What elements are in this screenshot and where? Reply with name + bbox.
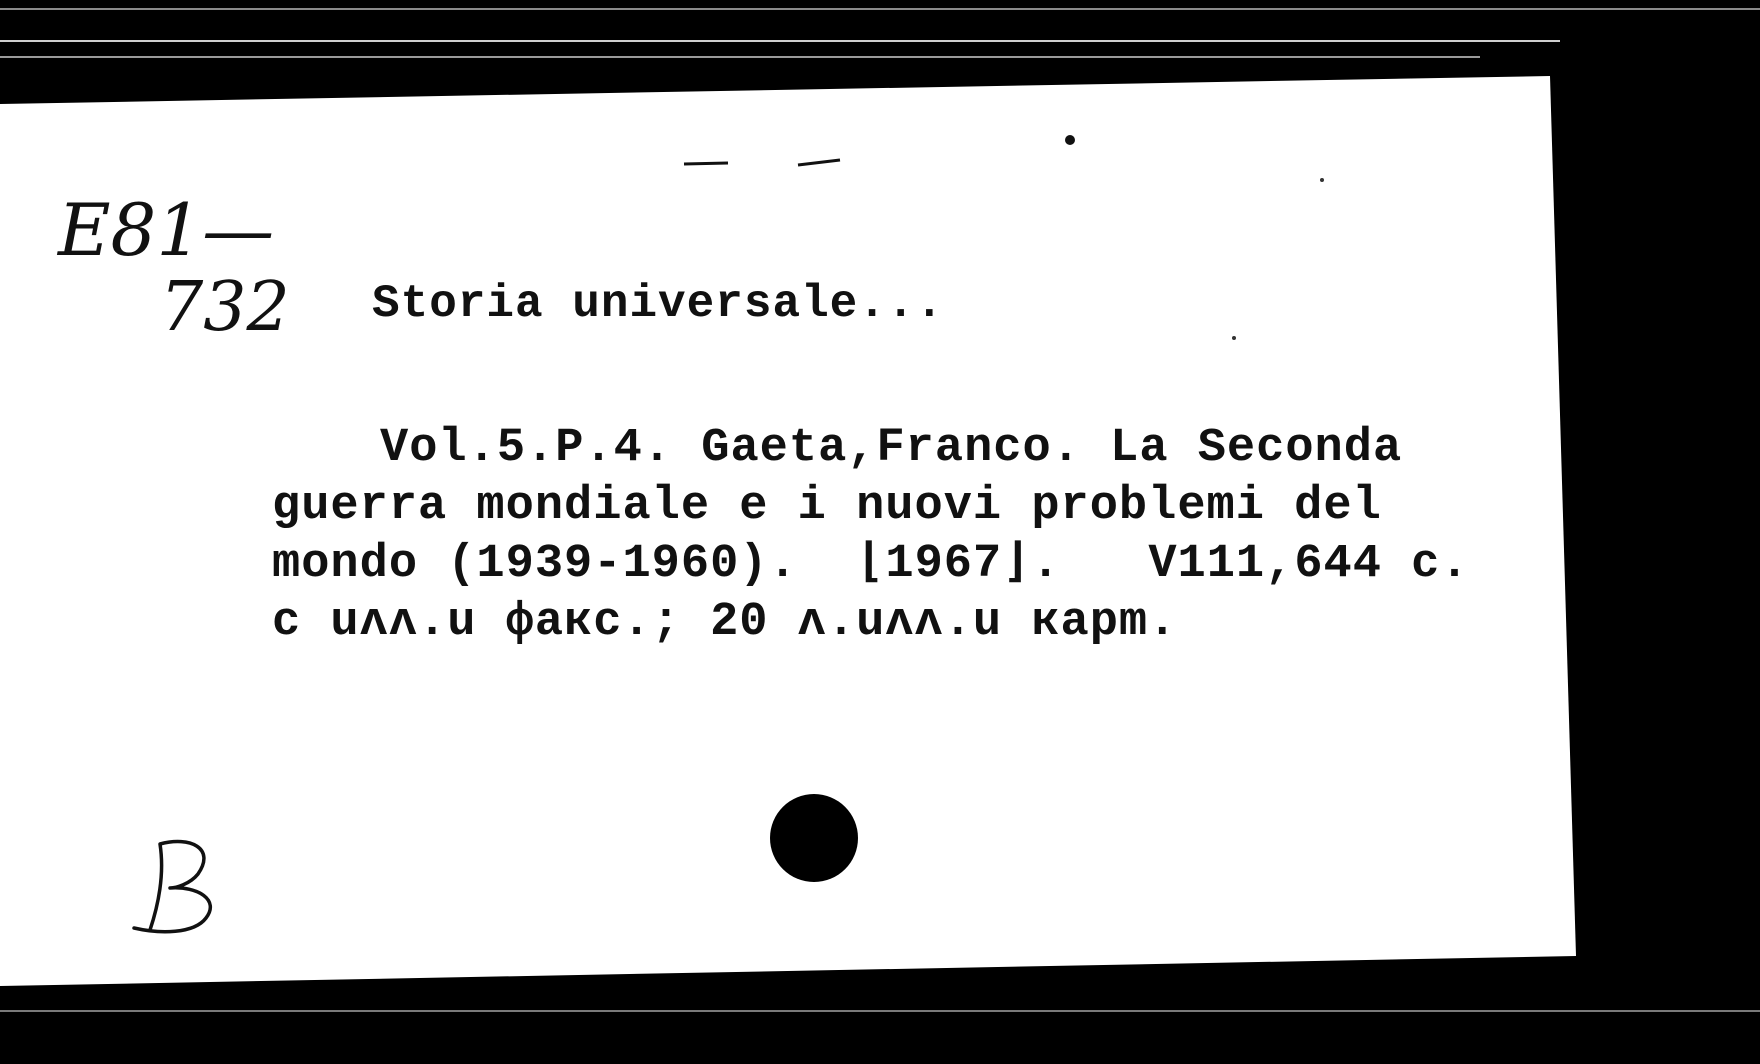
call-number-line2: 732 xyxy=(160,268,290,347)
call-number-line1: E81— xyxy=(58,188,275,272)
handwritten-b-glyph xyxy=(120,830,230,940)
card-title: Storia universale... xyxy=(372,278,945,330)
handwritten-mark xyxy=(120,830,230,945)
description-line: c uʌʌ.u фaкc.; 20 ʌ.uʌʌ.u кapm. xyxy=(272,596,1178,649)
description-line: Vol.5.P.4. Gaeta,Franco. La Seconda xyxy=(380,422,1403,475)
description-line: mondo (1939-1960). ⌊1967⌋. V111,644 c. xyxy=(272,538,1470,591)
description-line: guerra mondiale e i nuovi problemi del xyxy=(272,480,1382,533)
